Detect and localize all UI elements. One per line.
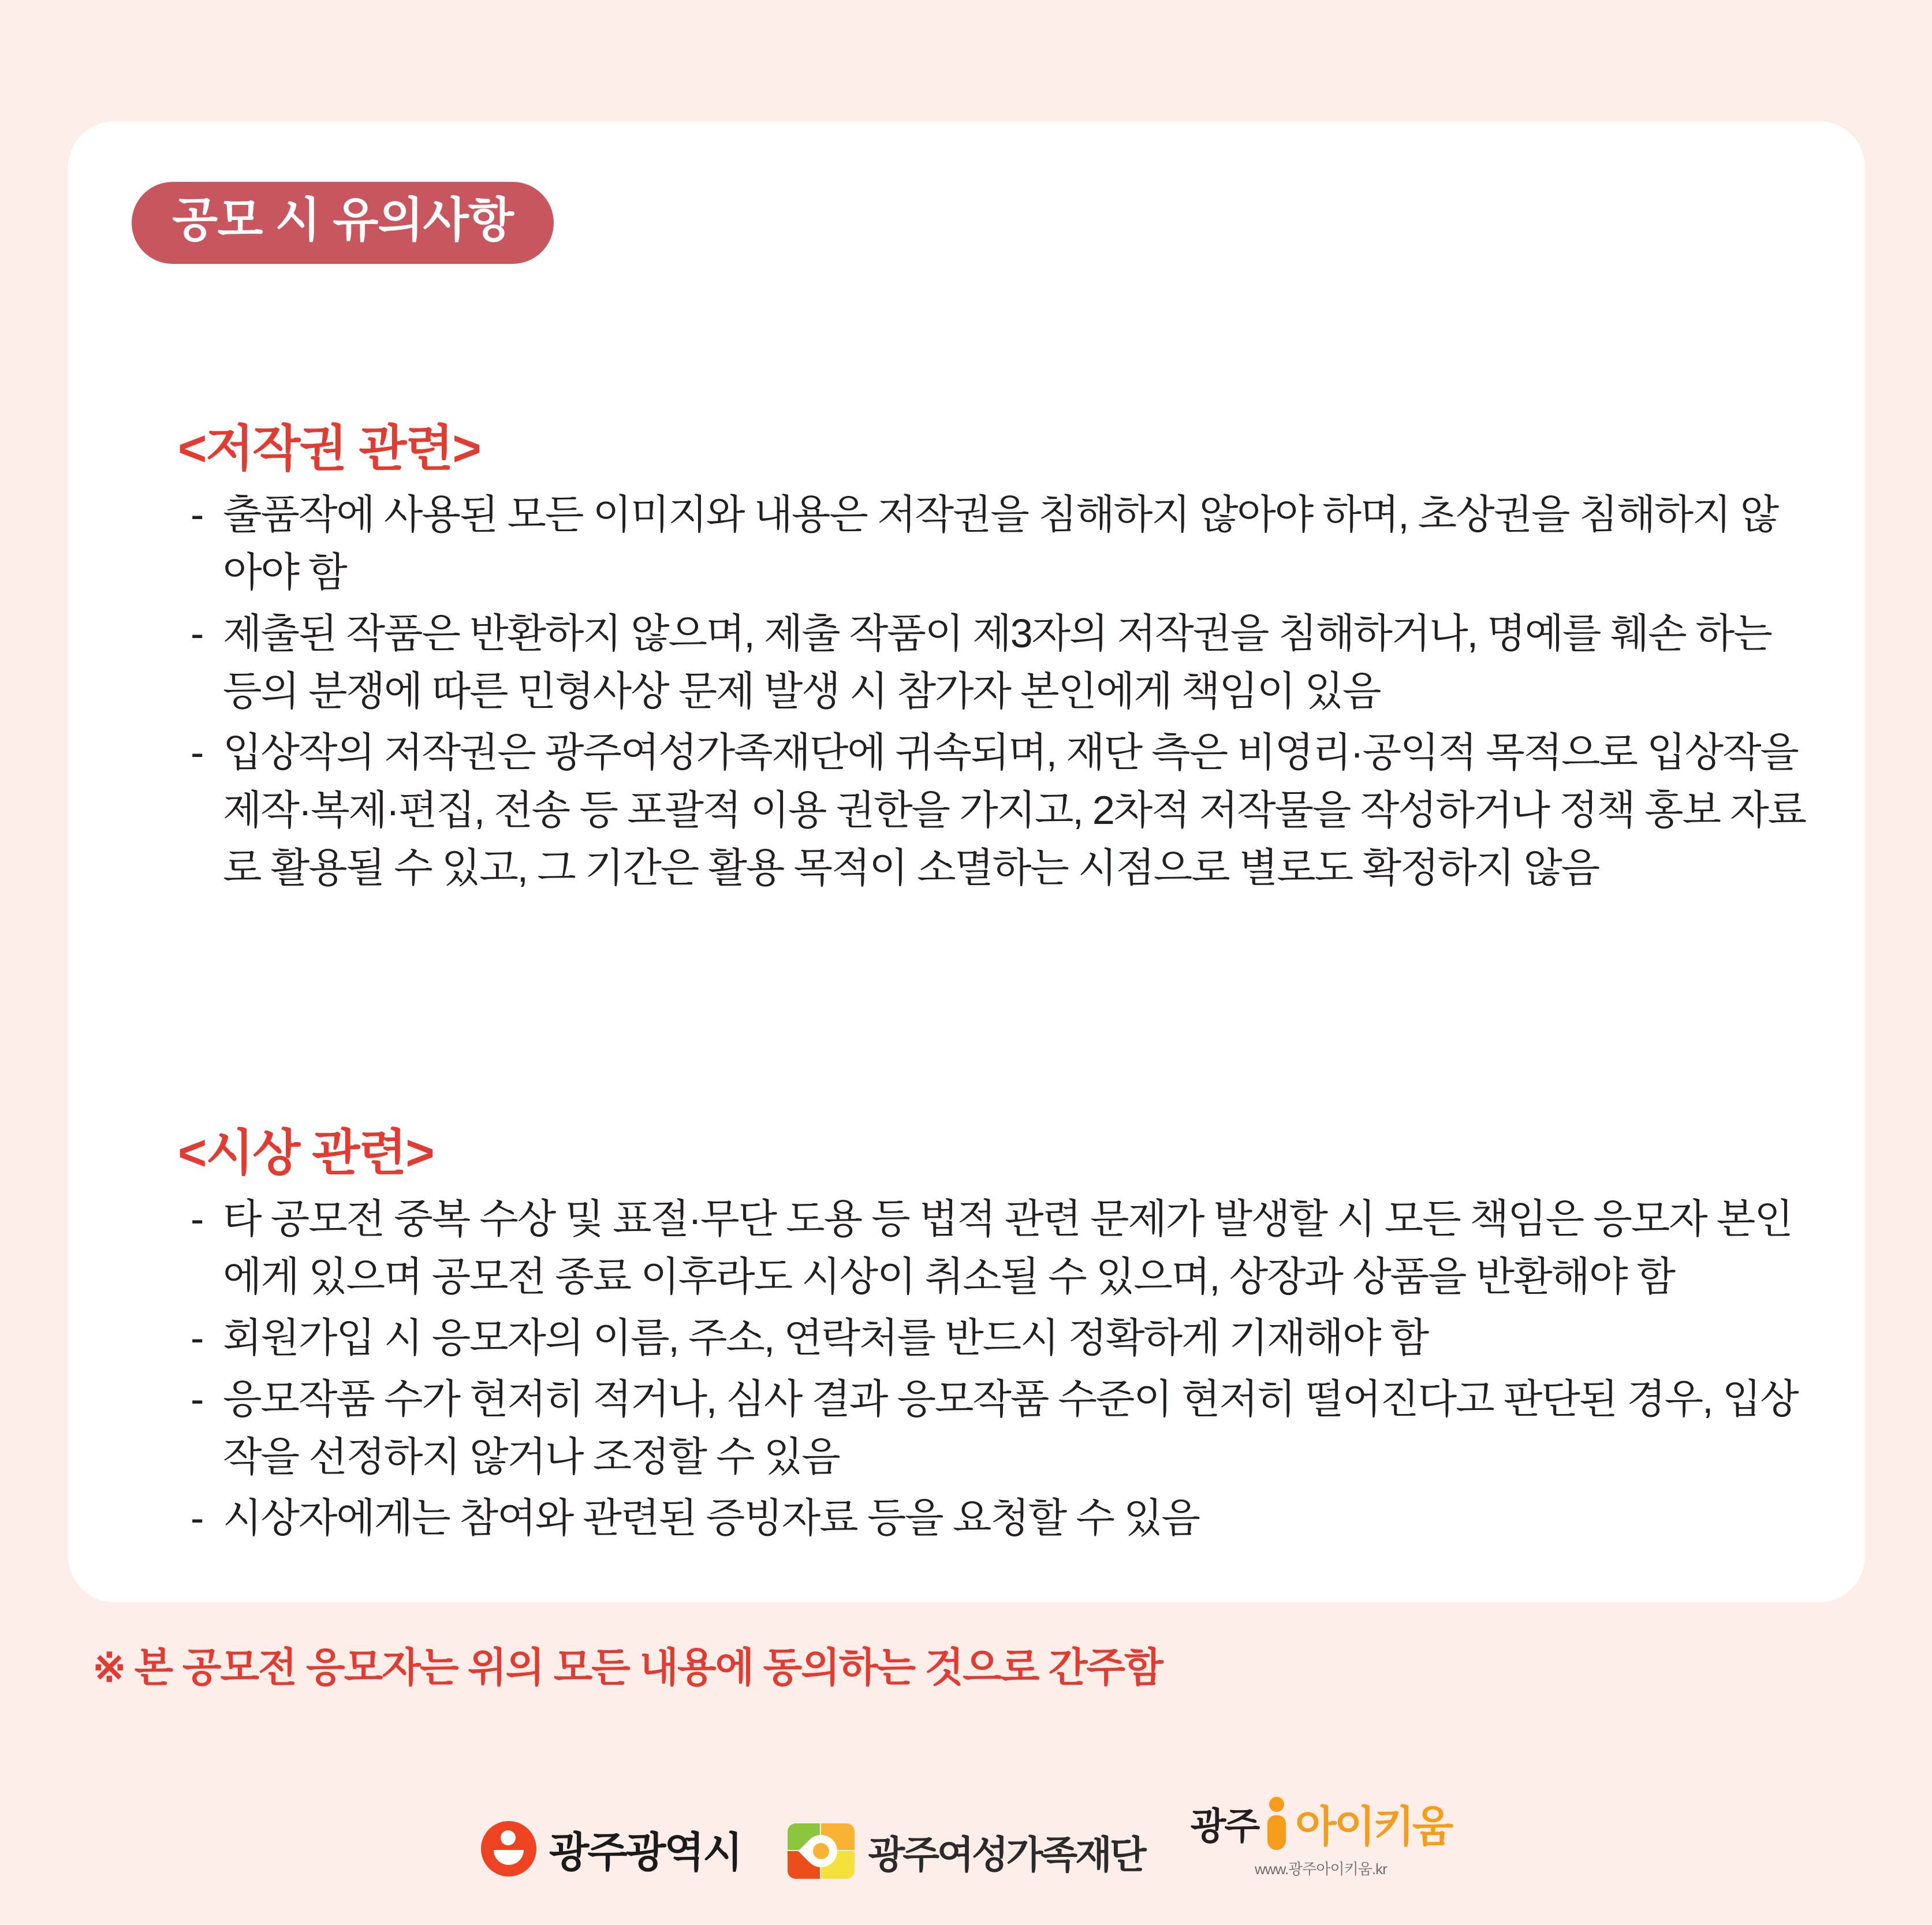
list-item	[178, 486, 1813, 601]
logo-label: 광주여성가족재단	[868, 1832, 1144, 1877]
bullet-text: 회원가입 시 응모자의 이름, 주소, 연락처를 반드시 정확하게 기재해야 함	[223, 1315, 1428, 1360]
logo-i-kium	[1191, 1793, 1452, 1879]
dash-marker: -	[191, 491, 203, 537]
bullet-text: 제출된 작품은 반환하지 않으며, 제출 작품이 제3자의 저작권을 침해하거나, 명예를 훼손 하는 등의 분쟁에 따른 민형사상 문제 발생 시 참가자 본인에게 책임이 있음	[223, 610, 1771, 714]
section-heading-copyright: <저작권 관련>	[178, 421, 480, 476]
logo-prefix: 광주	[1190, 1805, 1259, 1847]
asterisk-icon: ※	[92, 1645, 125, 1690]
logo-gwangju-city	[481, 1819, 741, 1879]
bullet-text: 출품작에 사용된 모든 이미지와 내용은 저작권을 침해하지 않아야 하며, 초상권을 침해하지 않아야 함	[223, 491, 1778, 595]
section-copyright	[68, 421, 1865, 900]
logo-label: 광주광역시	[549, 1830, 741, 1876]
dash-marker: -	[191, 610, 203, 656]
logo-women-family-foundation	[788, 1823, 1144, 1879]
i-kium-mark-icon	[1264, 1797, 1289, 1850]
gwangju-city-mark-icon	[481, 1821, 536, 1876]
footnote-text: 본 공모전 응모자는 위의 모든 내용에 동의하는 것으로 간주함	[134, 1645, 1162, 1690]
gwangju-women-family-foundation-mark-icon	[788, 1823, 856, 1879]
page-title: 공모 시 유의사항	[132, 182, 554, 264]
list-item	[178, 1309, 1813, 1367]
dash-marker: -	[191, 1495, 203, 1541]
bullet-text: 입상작의 저작권은 광주여성가족재단에 귀속되며, 재단 측은 비영리·공익적 목적으로 입상작을 제작·복제·편집, 전송 등 포괄적 이용 권한을 가지고, 2차적 저작물을 작성하거나 정책 홍보 자료로 활용될 수 있고, 그 기간은 활용 목적이 소멸하는 시점으로 별로도 확정하지 않음	[223, 729, 1806, 891]
section-heading-award: <시상 관련>	[178, 1125, 434, 1181]
list-item	[178, 1489, 1813, 1547]
list-item	[178, 1190, 1813, 1305]
dash-marker: -	[191, 1315, 203, 1360]
notice-card	[68, 121, 1865, 1602]
bullet-text: 타 공모전 중복 수상 및 표절·무단 도용 등 법적 관련 문제가 발생할 시 모든 책임은 응모자 본인에게 있으며 공모전 종료 이후라도 시상이 취소될 수 있으며, 상장과 상품을 반환해야 함	[223, 1196, 1792, 1299]
bullet-text: 시상자에게는 참여와 관련된 증빙자료 등을 요청할 수 있음	[223, 1495, 1199, 1541]
section-award	[68, 1126, 1865, 1550]
footnote	[92, 1635, 1162, 1693]
dash-marker: -	[191, 1196, 203, 1241]
logo-label: 아이키움	[1295, 1803, 1452, 1851]
list-item	[178, 723, 1813, 897]
dash-marker: -	[191, 1376, 203, 1422]
bullet-list-copyright	[178, 486, 1813, 897]
bullet-list-award	[178, 1190, 1813, 1547]
dash-marker: -	[191, 729, 203, 775]
list-item	[178, 605, 1813, 720]
bullet-text: 응모작품 수가 현저히 적거나, 심사 결과 응모작품 수준이 현저히 떨어진다고 판단된 경우, 입상작을 선정하지 않거나 조정할 수 있음	[223, 1376, 1798, 1479]
list-item	[178, 1370, 1813, 1486]
logo-strip	[0, 1793, 1932, 1879]
logo-url: www.광주아이키움.kr	[1255, 1860, 1387, 1878]
